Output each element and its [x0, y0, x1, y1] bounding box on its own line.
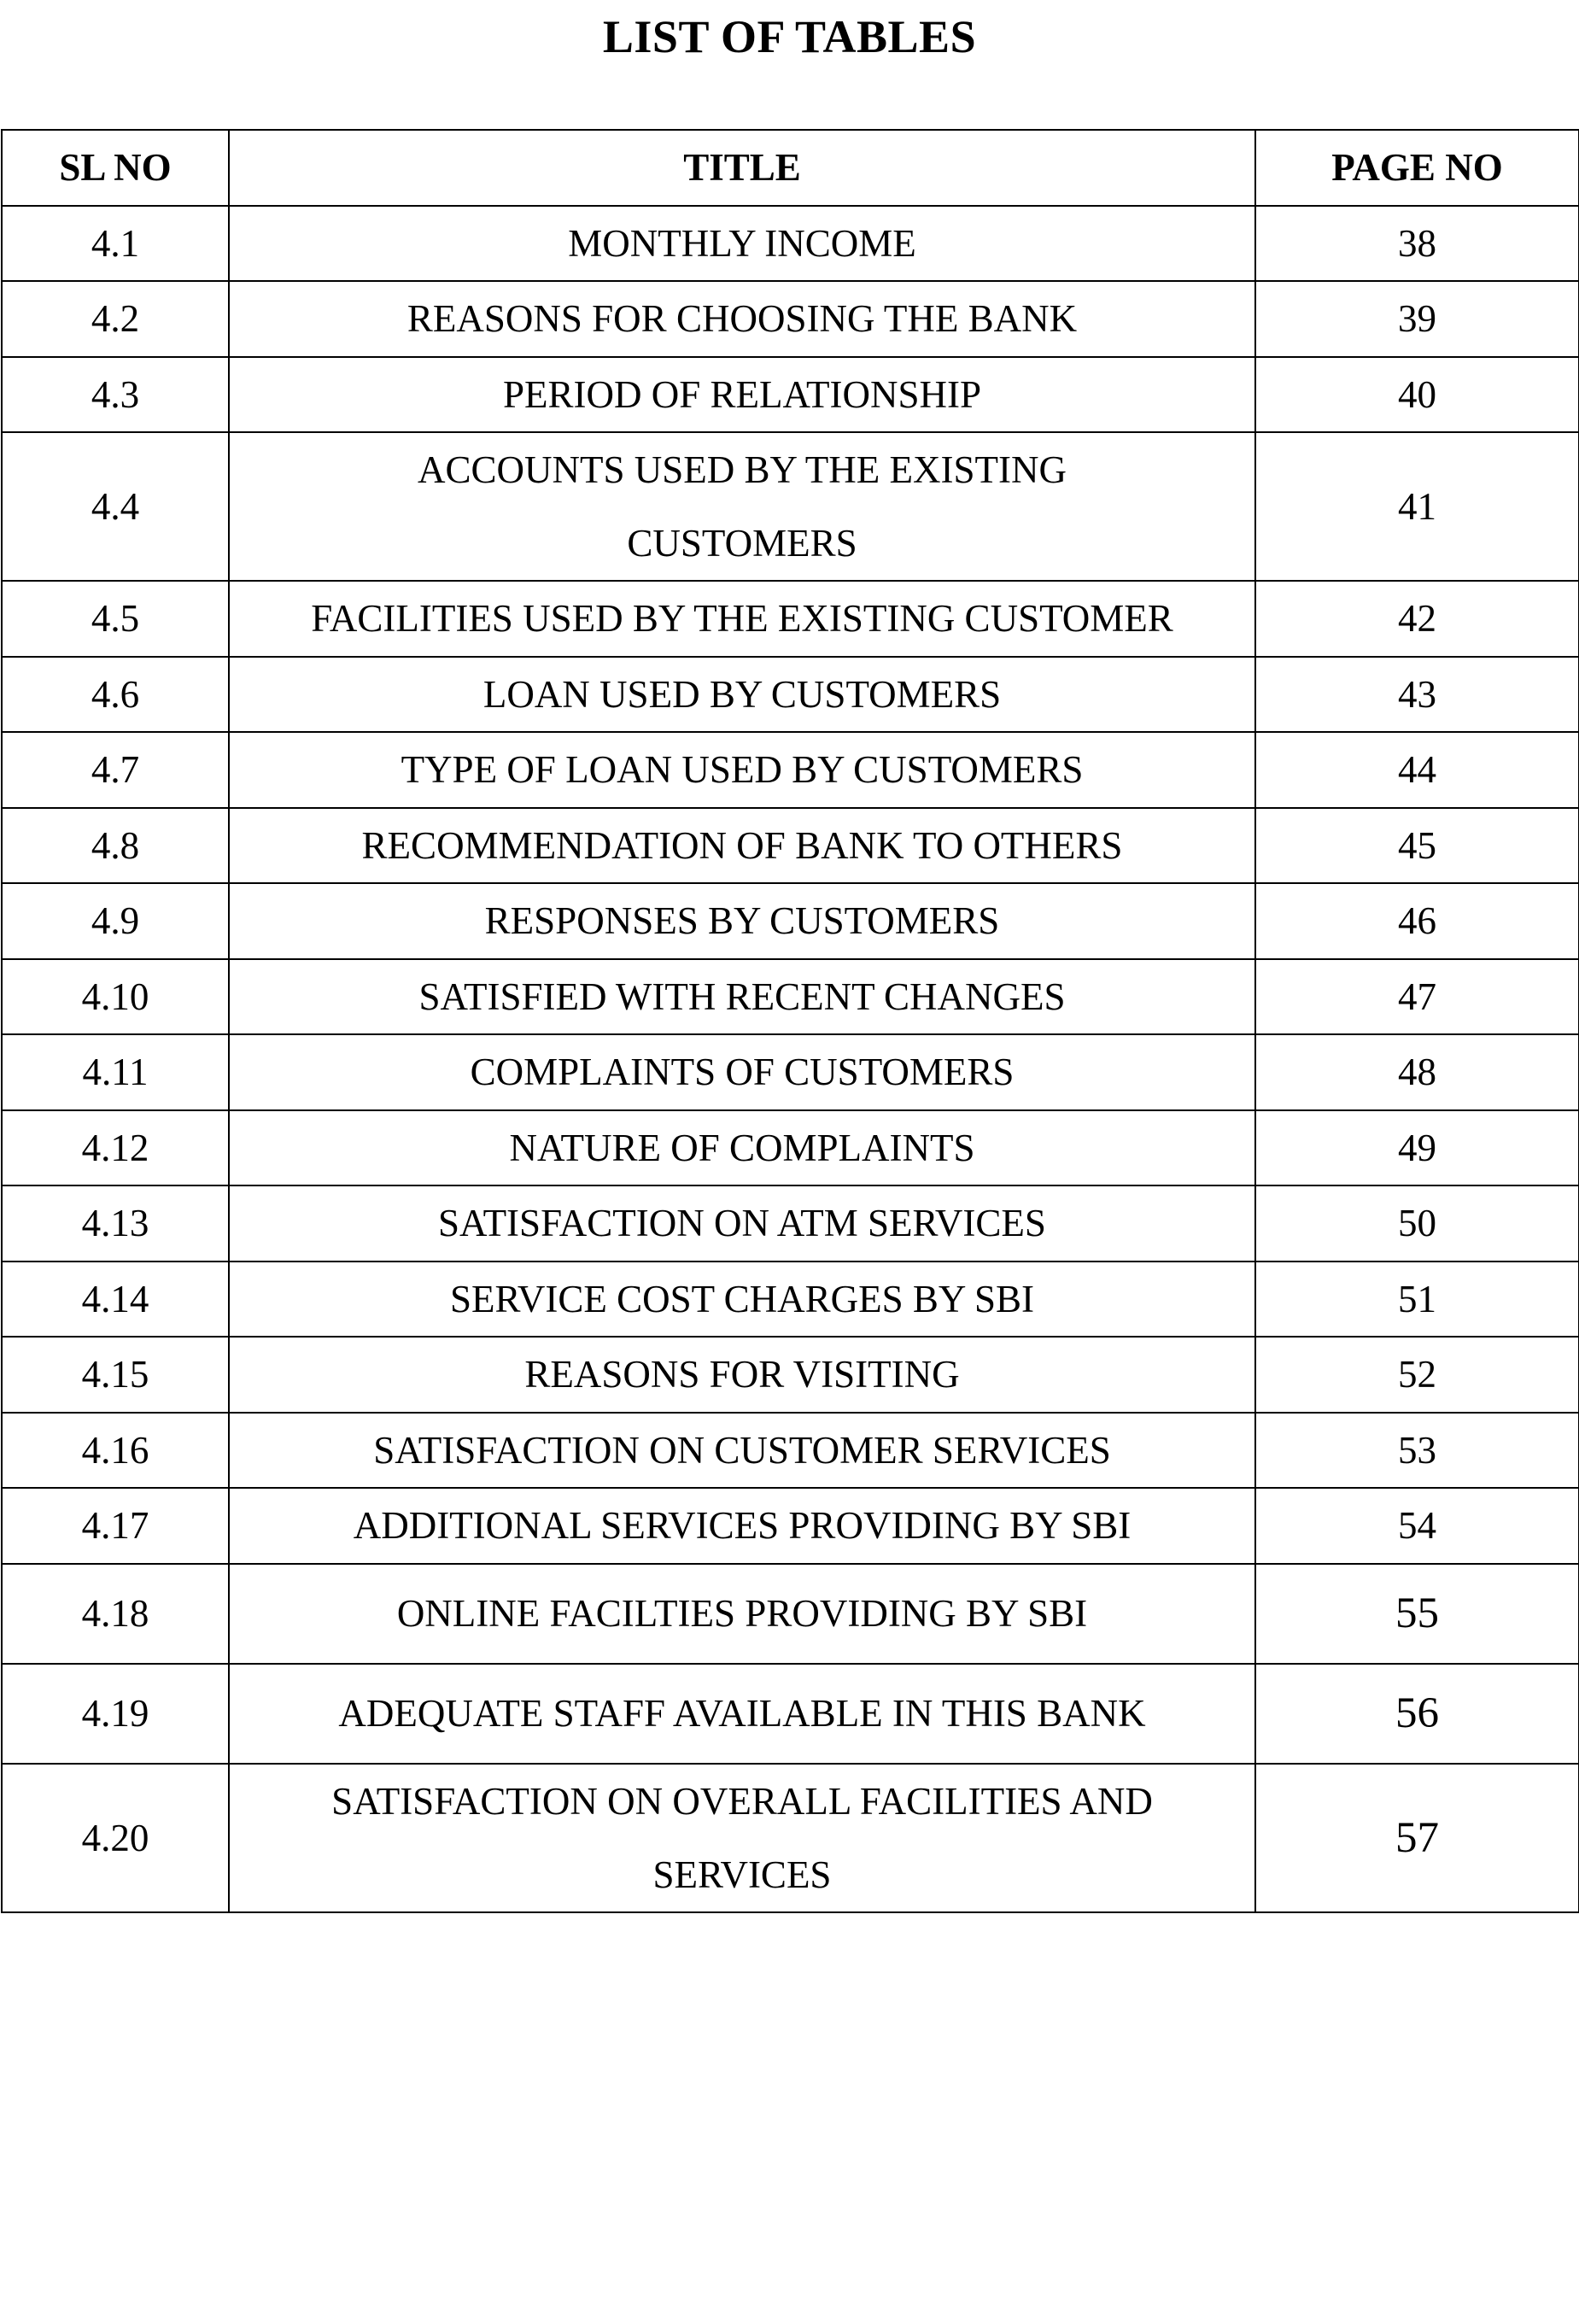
title-cell: TYPE OF LOAN USED BY CUSTOMERS	[229, 732, 1255, 808]
title-cell: SERVICE COST CHARGES BY SBI	[229, 1262, 1255, 1338]
sl-no-cell: 4.14	[2, 1262, 229, 1338]
page-no-cell: 54	[1255, 1488, 1579, 1564]
title-cell: LOAN USED BY CUSTOMERS	[229, 657, 1255, 733]
title-cell: SATISFACTION ON CUSTOMER SERVICES	[229, 1413, 1255, 1489]
sl-no-cell: 4.8	[2, 808, 229, 884]
table-header-row	[2, 130, 1579, 206]
page-no-cell: 39	[1255, 281, 1579, 357]
sl-no-cell: 4.12	[2, 1110, 229, 1186]
title-line: SERVICES	[652, 1853, 832, 1896]
page-no-cell: 43	[1255, 657, 1579, 733]
table-row	[2, 959, 1579, 1035]
table-row	[2, 432, 1579, 581]
title-cell: NATURE OF COMPLAINTS	[229, 1110, 1255, 1186]
title-cell: RECOMMENDATION OF BANK TO OTHERS	[229, 808, 1255, 884]
table-row	[2, 581, 1579, 657]
title-cell: PERIOD OF RELATIONSHIP	[229, 357, 1255, 433]
page-no-cell: 40	[1255, 357, 1579, 433]
table-row	[2, 808, 1579, 884]
title-line: ACCOUNTS USED BY THE EXISTING	[417, 448, 1067, 491]
sl-no-cell: 4.19	[2, 1664, 229, 1764]
sl-no-cell: 4.20	[2, 1764, 229, 1912]
title-cell: COMPLAINTS OF CUSTOMERS	[229, 1034, 1255, 1110]
page-no-cell: 51	[1255, 1262, 1579, 1338]
sl-no-cell: 4.13	[2, 1185, 229, 1262]
table-row	[2, 281, 1579, 357]
title-cell	[229, 1764, 1255, 1912]
title-cell: RESPONSES BY CUSTOMERS	[229, 883, 1255, 959]
page-no-cell: 49	[1255, 1110, 1579, 1186]
table-row	[2, 1262, 1579, 1338]
sl-no-cell: 4.18	[2, 1564, 229, 1664]
sl-no-cell: 4.11	[2, 1034, 229, 1110]
title-cell: REASONS FOR VISITING	[229, 1337, 1255, 1413]
title-cell: ONLINE FACILTIES PROVIDING BY SBI	[229, 1564, 1255, 1664]
sl-no-cell: 4.10	[2, 959, 229, 1035]
title-cell	[229, 432, 1255, 581]
table-row	[2, 657, 1579, 733]
sl-no-cell: 4.4	[2, 432, 229, 581]
sl-no-cell: 4.9	[2, 883, 229, 959]
title-cell: SATISFIED WITH RECENT CHANGES	[229, 959, 1255, 1035]
sl-no-cell: 4.16	[2, 1413, 229, 1489]
table-row	[2, 1110, 1579, 1186]
table-row	[2, 1185, 1579, 1262]
table-row	[2, 357, 1579, 433]
header-title: TITLE	[229, 130, 1255, 206]
table-row	[2, 1034, 1579, 1110]
page-no-cell: 38	[1255, 206, 1579, 282]
table-row	[2, 1564, 1579, 1664]
table-row	[2, 1764, 1579, 1912]
sl-no-cell: 4.3	[2, 357, 229, 433]
page-no-cell: 56	[1255, 1664, 1579, 1764]
table-row	[2, 206, 1579, 282]
table-row	[2, 1337, 1579, 1413]
page-no-cell: 48	[1255, 1034, 1579, 1110]
page-no-cell: 46	[1255, 883, 1579, 959]
sl-no-cell: 4.7	[2, 732, 229, 808]
title-line: SATISFACTION ON OVERALL FACILITIES AND	[331, 1779, 1153, 1823]
sl-no-cell: 4.6	[2, 657, 229, 733]
page-no-cell: 55	[1255, 1564, 1579, 1664]
table-row	[2, 1413, 1579, 1489]
title-cell: MONTHLY INCOME	[229, 206, 1255, 282]
page-no-cell: 50	[1255, 1185, 1579, 1262]
page-no-cell: 45	[1255, 808, 1579, 884]
page-no-cell: 52	[1255, 1337, 1579, 1413]
page-no-cell: 44	[1255, 732, 1579, 808]
title-cell: ADEQUATE STAFF AVAILABLE IN THIS BANK	[229, 1664, 1255, 1764]
sl-no-cell: 4.15	[2, 1337, 229, 1413]
title-cell: REASONS FOR CHOOSING THE BANK	[229, 281, 1255, 357]
sl-no-cell: 4.2	[2, 281, 229, 357]
page-no-cell: 57	[1255, 1764, 1579, 1912]
title-line: CUSTOMERS	[627, 522, 857, 565]
page-title: LIST OF TABLES	[602, 11, 977, 62]
page-no-cell: 41	[1255, 432, 1579, 581]
sl-no-cell: 4.17	[2, 1488, 229, 1564]
header-sl-no: SL NO	[2, 130, 229, 206]
page-no-cell: 42	[1255, 581, 1579, 657]
header-page-no: PAGE NO	[1255, 130, 1579, 206]
page-no-cell: 47	[1255, 959, 1579, 1035]
sl-no-cell: 4.1	[2, 206, 229, 282]
sl-no-cell: 4.5	[2, 581, 229, 657]
table-row	[2, 1488, 1579, 1564]
list-of-tables	[1, 129, 1579, 1913]
table-row	[2, 1664, 1579, 1764]
page-no-cell: 53	[1255, 1413, 1579, 1489]
title-cell: SATISFACTION ON ATM SERVICES	[229, 1185, 1255, 1262]
title-cell: FACILITIES USED BY THE EXISTING CUSTOMER	[229, 581, 1255, 657]
table-row	[2, 883, 1579, 959]
title-cell: ADDITIONAL SERVICES PROVIDING BY SBI	[229, 1488, 1255, 1564]
table-row	[2, 732, 1579, 808]
